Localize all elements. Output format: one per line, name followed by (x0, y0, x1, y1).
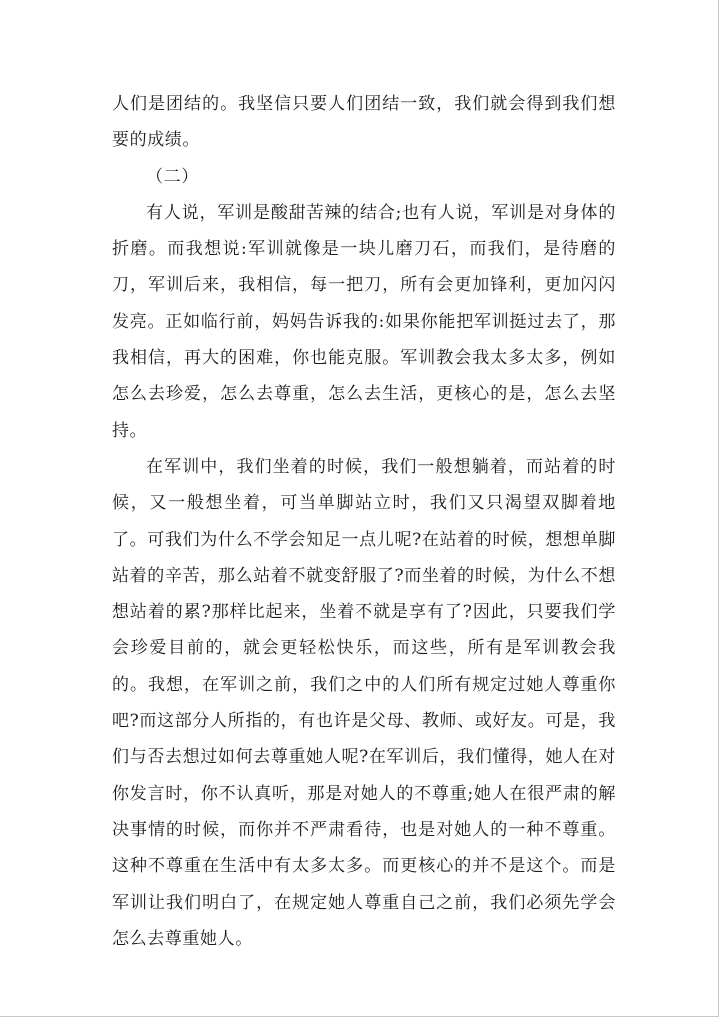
section-heading: （二） (146, 166, 199, 187)
paragraph-reflection: 在军训中，我们坐着的时候，我们一般想躺着，而站着的时候，又一般想坐着，可当单脚站立时，我们又只渴望双脚着地了。可我们为什么不学会知足一点儿呢?在站着的时候，想想单脚站着的辛苦，那么站着不就变舒服了?而坐着的时候，为什么不想想站着的累?那样比起来，坐着不就是享有了?因此，只要我们学会珍爱目前的，就会更轻松快乐，而这些，所有是军训教会我的。我想，在军训之前，我们之中的人们所有规定过她人尊重你吧?而这部分人所指的，有也许是父母、教师、或好友。可是，我们与否去想过如何去尊重她人呢?在军训后，我们懂得，她人在对你发言时，你不认真听，那是对她人的不尊重;她人在很严肃的解决事情的时候，而你并不严肃看待，也是对她人的一种不尊重。这种不尊重在生活中有太多太多。而更核心的并不是这个。而是军训让我们明白了，在规定她人尊重自己之前，我们必须先学会怎么去尊重她人。 (112, 456, 616, 949)
paragraph-continuation: 人们是团结的。我坚信只要人们团结一致，我们就会得到我们想要的成绩。 (112, 94, 616, 151)
document-body (112, 86, 616, 957)
paragraph-intro: 有人说，军训是酸甜苦辣的结合;也有人说，军训是对身体的折磨。而我想说:军训就像是一块儿磨刀石，而我们，是待磨的刀，军训后来，我相信，每一把刀，所有会更加锋利，更加闪闪发亮。正如临行前，妈妈告诉我的:如果你能把军训挺过去了，那我相信，再大的困难，你也能克服。军训教会我太多太多，例如怎么去珍爱，怎么去尊重，怎么去生活，更核心的是，怎么去坚持。 (112, 202, 616, 441)
